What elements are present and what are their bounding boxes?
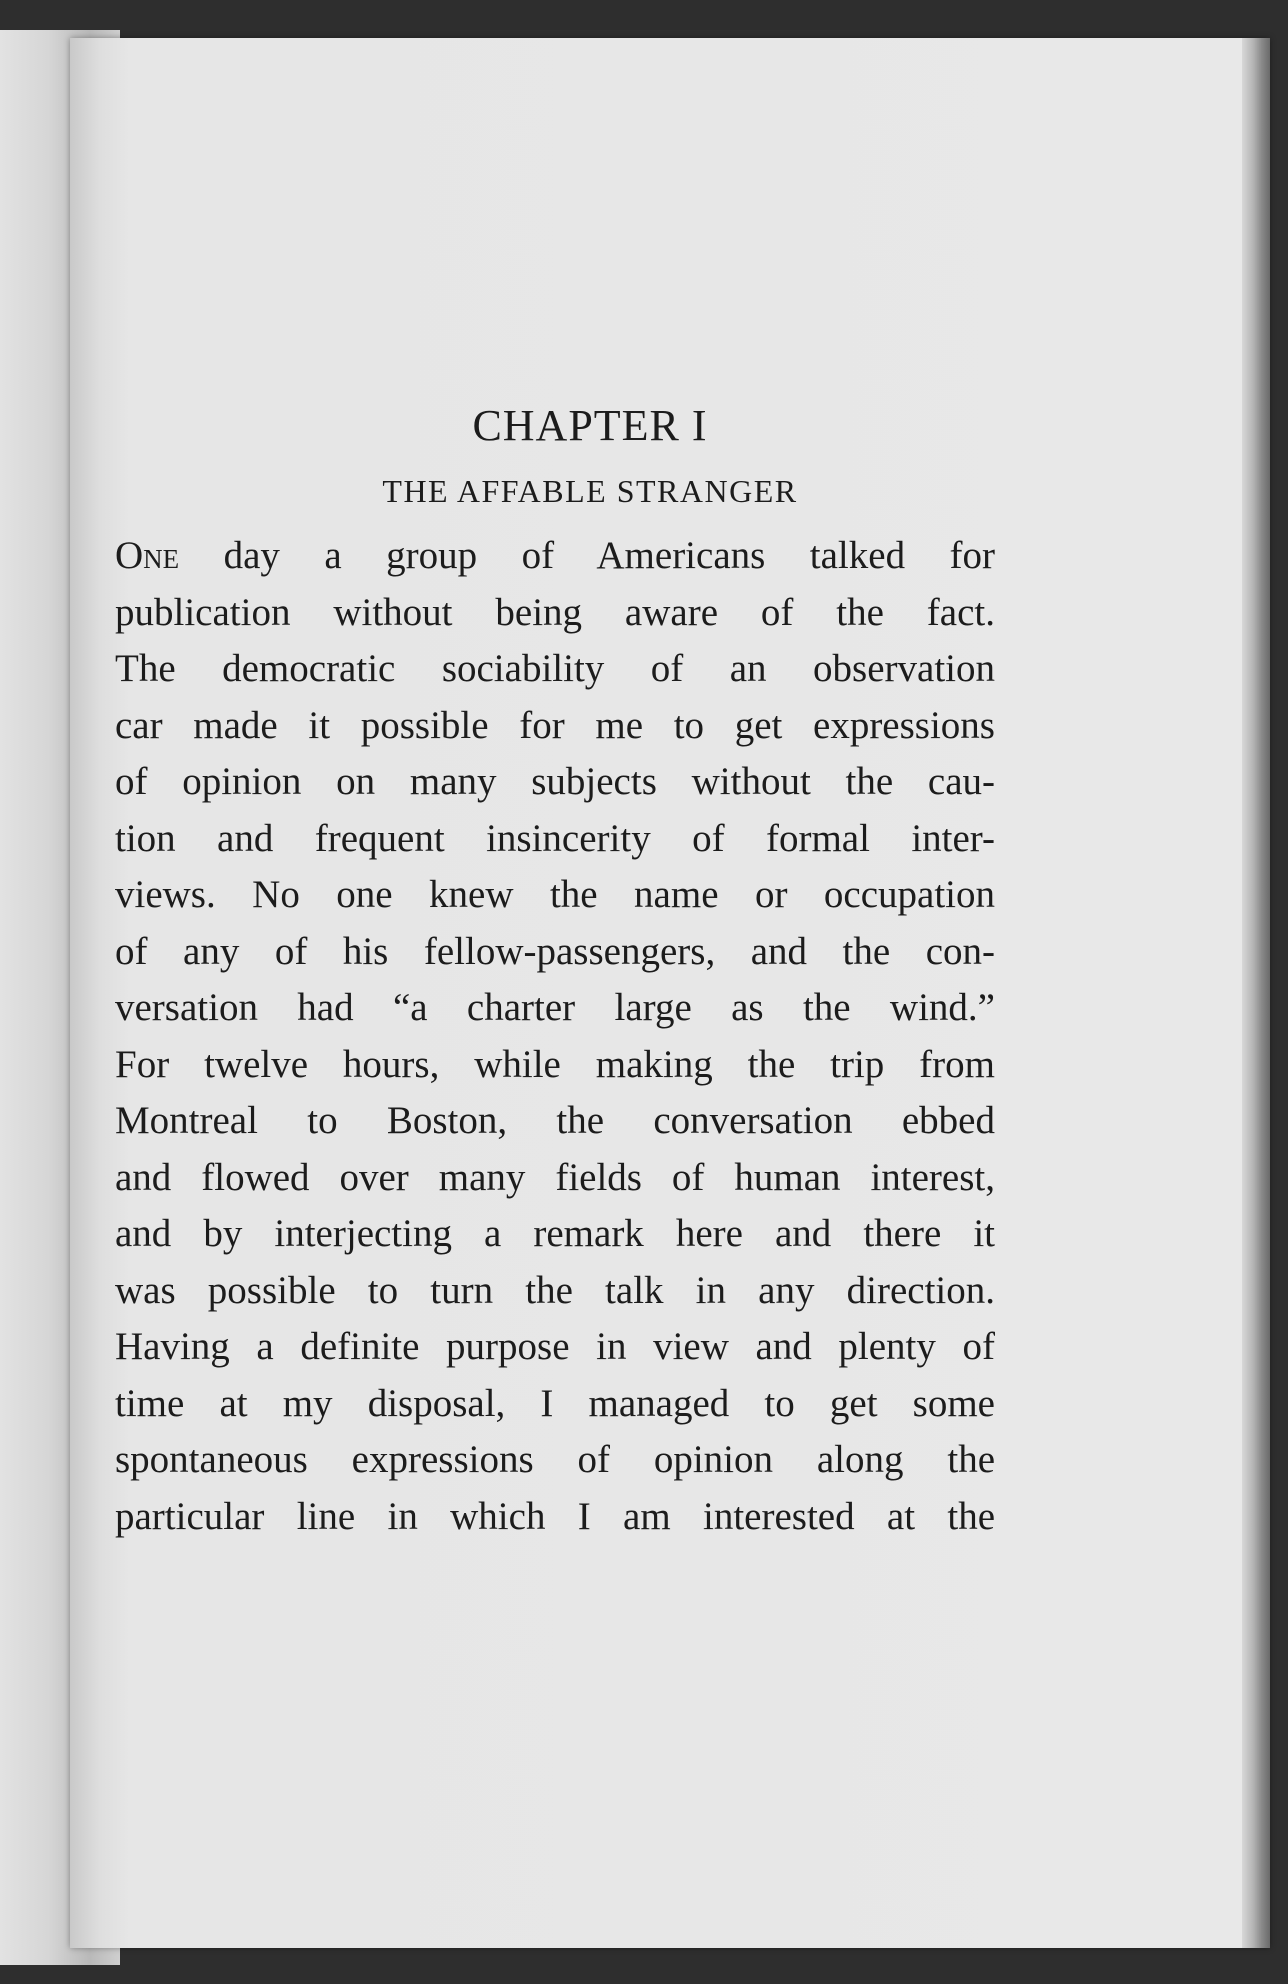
chapter-number: CHAPTER I <box>472 401 708 450</box>
lead-word: One <box>115 534 180 577</box>
body-line: Having a definite purpose in view and plenty of <box>115 1325 995 1368</box>
body-line: particular line in which I am interested at the <box>115 1494 995 1538</box>
body-line: The democratic sociability of an observation <box>115 647 995 690</box>
page-fore-edge <box>1242 38 1270 1948</box>
chapter-body <box>115 528 995 1545</box>
body-line: tion and frequent insincerity of formal inter- <box>115 816 995 860</box>
body-line: and by interjecting a remark here and there it <box>115 1212 995 1255</box>
chapter-title: THE AFFABLE STRANGER <box>382 473 798 509</box>
first-line-text: day a group of Americans talked for <box>179 534 995 577</box>
body-line: of opinion on many subjects without the cau- <box>115 760 995 803</box>
body-line: and flowed over many fields of human interest, <box>115 1155 995 1199</box>
body-line: was possible to turn the talk in any direction. <box>115 1268 995 1312</box>
body-line: of any of his fellow-passengers, and the con- <box>115 929 995 973</box>
body-line-first <box>115 528 995 585</box>
body-line: versation had “a charter large as the wind.” <box>115 986 995 1029</box>
body-line: spontaneous expressions of opinion along the <box>115 1438 995 1481</box>
body-line: car made it possible for me to get expressions <box>115 703 995 747</box>
body-line: time at my disposal, I managed to get some <box>115 1381 995 1425</box>
body-line: views. No one knew the name or occupation <box>115 873 995 916</box>
chapter-text-block <box>115 400 995 1545</box>
body-line: For twelve hours, while making the trip from <box>115 1042 995 1086</box>
body-line: Montreal to Boston, the conversation ebbed <box>115 1099 995 1142</box>
body-line: publication without being aware of the fact. <box>115 590 995 634</box>
